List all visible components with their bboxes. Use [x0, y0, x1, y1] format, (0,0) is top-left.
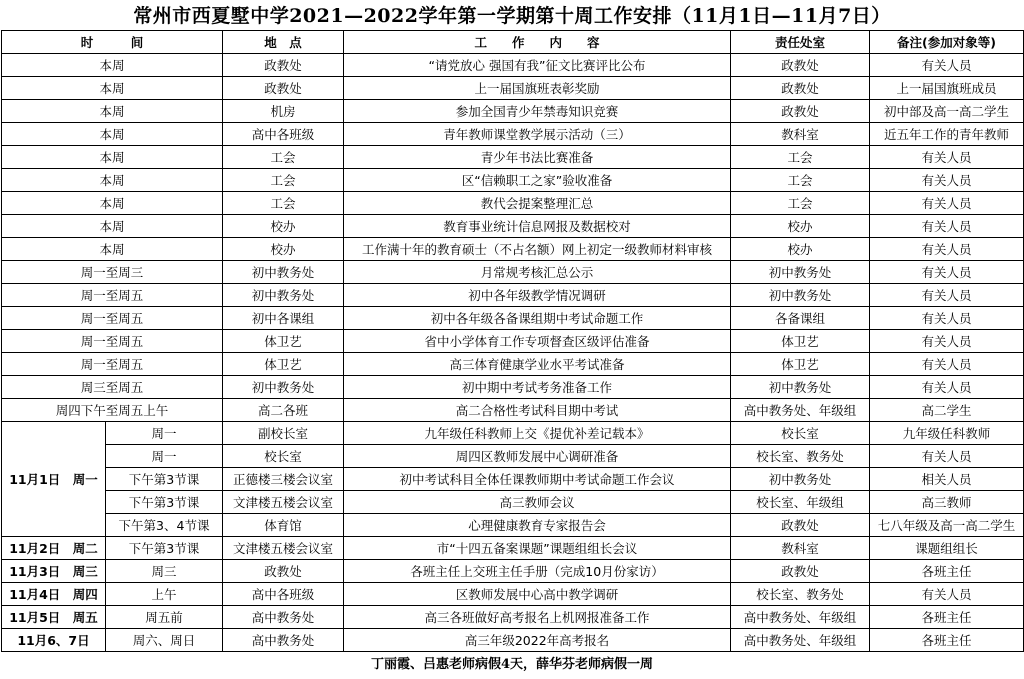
content-cell: “请党放心 强国有我”征文比赛评比公布	[344, 54, 731, 77]
dept-cell: 各备课组	[731, 307, 870, 330]
content-cell: 高三教师会议	[344, 491, 731, 514]
time-cell: 周四下午至周五上午	[2, 399, 223, 422]
time-cell: 下午第3节课	[106, 491, 223, 514]
place-cell: 校长室	[223, 445, 344, 468]
place-cell: 副校长室	[223, 422, 344, 445]
place-cell: 高中各班级	[223, 583, 344, 606]
place-cell: 初中教务处	[223, 284, 344, 307]
time-cell: 本周	[2, 123, 223, 146]
time-cell: 周六、周日	[106, 629, 223, 652]
content-cell: 月常规考核汇总公示	[344, 261, 731, 284]
table-row	[2, 399, 1024, 422]
dept-cell: 工会	[731, 146, 870, 169]
dept-cell: 体卫艺	[731, 353, 870, 376]
place-cell: 高中教务处	[223, 629, 344, 652]
time-cell: 周一至周五	[2, 330, 223, 353]
time-cell: 上午	[106, 583, 223, 606]
place-cell: 体卫艺	[223, 330, 344, 353]
dept-cell: 校长室、教务处	[731, 445, 870, 468]
note-cell: 有关人员	[870, 261, 1024, 284]
table-row	[2, 77, 1024, 100]
content-cell: 初中考试科目全体任课教师期中考试命题工作会议	[344, 468, 731, 491]
note-cell: 各班主任	[870, 560, 1024, 583]
table-row	[2, 261, 1024, 284]
content-cell: 高三各班做好高考报名上机网报准备工作	[344, 606, 731, 629]
note-cell: 有关人员	[870, 192, 1024, 215]
dept-cell: 校办	[731, 215, 870, 238]
content-cell: 高三体育健康学业水平考试准备	[344, 353, 731, 376]
content-cell: 市“十四五备案课题”课题组组长会议	[344, 537, 731, 560]
dept-cell: 政教处	[731, 77, 870, 100]
time-cell: 周一至周五	[2, 307, 223, 330]
time-cell: 本周	[2, 77, 223, 100]
table-body	[2, 54, 1024, 652]
place-cell: 初中教务处	[223, 261, 344, 284]
note-cell: 有关人员	[870, 215, 1024, 238]
note-cell: 上一届国旗班成员	[870, 77, 1024, 100]
time-cell: 本周	[2, 54, 223, 77]
place-cell: 政教处	[223, 560, 344, 583]
time-cell: 下午第3节课	[106, 537, 223, 560]
content-cell: 省中小学体育工作专项督查区级评估准备	[344, 330, 731, 353]
note-cell: 有关人员	[870, 54, 1024, 77]
table-row	[2, 169, 1024, 192]
time-cell: 周一至周五	[2, 284, 223, 307]
table-row	[2, 192, 1024, 215]
table-row	[2, 491, 1024, 514]
time-cell: 周三	[106, 560, 223, 583]
note-cell: 近五年工作的青年教师	[870, 123, 1024, 146]
time-cell: 周五前	[106, 606, 223, 629]
table-row	[2, 54, 1024, 77]
time-cell: 周一至周五	[2, 353, 223, 376]
note-cell: 有关人员	[870, 169, 1024, 192]
dept-cell: 初中教务处	[731, 468, 870, 491]
content-cell: 周四区教师发展中心调研准备	[344, 445, 731, 468]
table-row	[2, 123, 1024, 146]
time-cell: 本周	[2, 192, 223, 215]
note-cell: 有关人员	[870, 376, 1024, 399]
content-cell: 参加全国青少年禁毒知识竞赛	[344, 100, 731, 123]
schedule-table	[1, 30, 1024, 652]
note-cell: 有关人员	[870, 353, 1024, 376]
content-cell: 各班主任上交班主任手册（完成10月份家访）	[344, 560, 731, 583]
page-title: 常州市西夏墅中学2021—2022学年第一学期第十周工作安排（11月1日—11月7日）	[133, 5, 891, 27]
time-cell: 下午第3、4节课	[106, 514, 223, 537]
dept-cell: 校长室	[731, 422, 870, 445]
content-cell: 高三年级2022年高考报名	[344, 629, 731, 652]
table-row	[2, 307, 1024, 330]
table-row	[2, 537, 1024, 560]
date-cell: 11月6、7日	[2, 629, 106, 652]
table-row	[2, 353, 1024, 376]
time-cell: 本周	[2, 238, 223, 261]
time-cell: 下午第3节课	[106, 468, 223, 491]
time-cell: 本周	[2, 100, 223, 123]
header-time: 时 间	[2, 31, 223, 54]
note-cell: 七八年级及高一高二学生	[870, 514, 1024, 537]
table-row	[2, 330, 1024, 353]
dept-cell: 初中教务处	[731, 284, 870, 307]
place-cell: 正德楼三楼会议室	[223, 468, 344, 491]
table-row	[2, 629, 1024, 652]
date-cell: 11月1日 周一	[2, 422, 106, 537]
table-row	[2, 445, 1024, 468]
place-cell: 高中教务处	[223, 606, 344, 629]
table-row	[2, 514, 1024, 537]
dept-cell: 工会	[731, 192, 870, 215]
place-cell: 文津楼五楼会议室	[223, 491, 344, 514]
table-row	[2, 468, 1024, 491]
header-note: 备注(参加对象等)	[870, 31, 1024, 54]
time-cell: 本周	[2, 146, 223, 169]
table-row	[2, 100, 1024, 123]
table-row	[2, 146, 1024, 169]
table-row	[2, 606, 1024, 629]
content-cell: 心理健康教育专家报告会	[344, 514, 731, 537]
content-cell: 区“信赖职工之家”验收准备	[344, 169, 731, 192]
header-place: 地 点	[223, 31, 344, 54]
dept-cell: 体卫艺	[731, 330, 870, 353]
dept-cell: 初中教务处	[731, 261, 870, 284]
dept-cell: 高中教务处、年级组	[731, 606, 870, 629]
dept-cell: 政教处	[731, 54, 870, 77]
table-row	[2, 583, 1024, 606]
date-cell: 11月2日 周二	[2, 537, 106, 560]
note-cell: 课题组组长	[870, 537, 1024, 560]
content-cell: 教代会提案整理汇总	[344, 192, 731, 215]
time-cell: 本周	[2, 169, 223, 192]
dept-cell: 校办	[731, 238, 870, 261]
time-cell: 周一	[106, 445, 223, 468]
content-cell: 区教师发展中心高中教学调研	[344, 583, 731, 606]
note-cell: 有关人员	[870, 284, 1024, 307]
content-cell: 上一届国旗班表彰奖励	[344, 77, 731, 100]
date-cell: 11月5日 周五	[2, 606, 106, 629]
note-cell: 各班主任	[870, 606, 1024, 629]
date-cell: 11月3日 周三	[2, 560, 106, 583]
content-cell: 工作满十年的教育硕士（不占名额）网上初定一级教师材料审核	[344, 238, 731, 261]
place-cell: 初中各课组	[223, 307, 344, 330]
place-cell: 校办	[223, 238, 344, 261]
place-cell: 高中各班级	[223, 123, 344, 146]
table-row	[2, 238, 1024, 261]
place-cell: 机房	[223, 100, 344, 123]
content-cell: 青年教师课堂教学展示活动（三）	[344, 123, 731, 146]
footer-note: 丁丽霞、吕惠老师病假4天，薛华芬老师病假一周	[370, 657, 654, 672]
note-cell: 有关人员	[870, 238, 1024, 261]
content-cell: 初中期中考试考务准备工作	[344, 376, 731, 399]
dept-cell: 工会	[731, 169, 870, 192]
header-content: 工 作 内 容	[344, 31, 731, 54]
content-cell: 初中各年级各备课组期中考试命题工作	[344, 307, 731, 330]
date-cell: 11月4日 周四	[2, 583, 106, 606]
dept-cell: 教科室	[731, 537, 870, 560]
time-cell: 周一	[106, 422, 223, 445]
table-row	[2, 215, 1024, 238]
note-cell: 有关人员	[870, 445, 1024, 468]
table-row	[2, 422, 1024, 445]
dept-cell: 初中教务处	[731, 376, 870, 399]
place-cell: 体卫艺	[223, 353, 344, 376]
dept-cell: 高中教务处、年级组	[731, 629, 870, 652]
note-cell: 有关人员	[870, 583, 1024, 606]
place-cell: 高二各班	[223, 399, 344, 422]
table-row	[2, 560, 1024, 583]
place-cell: 工会	[223, 146, 344, 169]
note-cell: 有关人员	[870, 307, 1024, 330]
place-cell: 政教处	[223, 77, 344, 100]
dept-cell: 政教处	[731, 560, 870, 583]
note-cell: 有关人员	[870, 146, 1024, 169]
time-cell: 本周	[2, 215, 223, 238]
content-cell: 高二合格性考试科目期中考试	[344, 399, 731, 422]
dept-cell: 政教处	[731, 100, 870, 123]
note-cell: 高二学生	[870, 399, 1024, 422]
note-cell: 各班主任	[870, 629, 1024, 652]
place-cell: 初中教务处	[223, 376, 344, 399]
table-row	[2, 284, 1024, 307]
dept-cell: 政教处	[731, 514, 870, 537]
content-cell: 青少年书法比赛准备	[344, 146, 731, 169]
table-header-row	[2, 31, 1024, 54]
content-cell: 初中各年级教学情况调研	[344, 284, 731, 307]
place-cell: 体育馆	[223, 514, 344, 537]
dept-cell: 校长室、教务处	[731, 583, 870, 606]
note-cell: 相关人员	[870, 468, 1024, 491]
place-cell: 政教处	[223, 54, 344, 77]
dept-cell: 校长室、年级组	[731, 491, 870, 514]
table-row	[2, 376, 1024, 399]
header-dept: 责任处室	[731, 31, 870, 54]
dept-cell: 高中教务处、年级组	[731, 399, 870, 422]
place-cell: 工会	[223, 192, 344, 215]
time-cell: 周三至周五	[2, 376, 223, 399]
note-cell: 高三教师	[870, 491, 1024, 514]
place-cell: 工会	[223, 169, 344, 192]
note-cell: 有关人员	[870, 330, 1024, 353]
dept-cell: 教科室	[731, 123, 870, 146]
place-cell: 校办	[223, 215, 344, 238]
note-cell: 初中部及高一高二学生	[870, 100, 1024, 123]
note-cell: 九年级任科教师	[870, 422, 1024, 445]
content-cell: 教育事业统计信息网报及数据校对	[344, 215, 731, 238]
time-cell: 周一至周三	[2, 261, 223, 284]
place-cell: 文津楼五楼会议室	[223, 537, 344, 560]
content-cell: 九年级任科教师上交《提优补差记载本》	[344, 422, 731, 445]
